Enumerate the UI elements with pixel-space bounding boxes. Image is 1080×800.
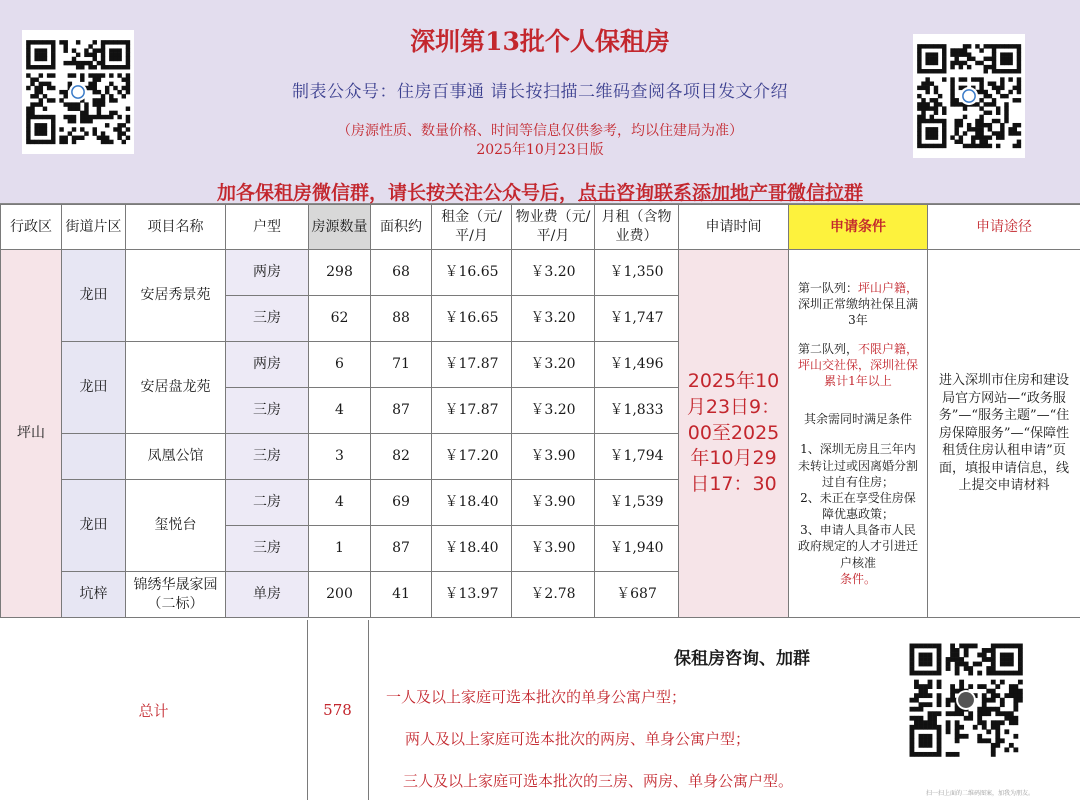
col-header-fee: 物业费（元/平/月 [512, 205, 595, 250]
fee-cell: ￥3.90 [512, 434, 595, 480]
queue-2-text: 第二队列，不限户籍，坪山交社保，深圳社保累计1年以上 [797, 341, 919, 388]
street-cell: 龙田 [62, 480, 126, 572]
street-cell: 坑梓 [62, 572, 126, 618]
count-cell: 62 [309, 296, 371, 342]
area-cell: 68 [371, 250, 432, 296]
rent-cell: ￥16.65 [432, 250, 512, 296]
total-value: 578 [307, 620, 369, 800]
summary-section [0, 620, 1080, 800]
project-cell: 安居盘龙苑 [126, 342, 226, 434]
col-header-apply-path: 申请途径 [928, 205, 1080, 250]
project-cell: 玺悦台 [126, 480, 226, 572]
count-cell: 298 [309, 250, 371, 296]
total-label: 总计 [0, 620, 308, 800]
type-cell: 三房 [226, 526, 309, 572]
monthly-cell: ￥1,794 [595, 434, 679, 480]
apply-path-cell: 进入深圳市住房和建设局官方网站—“政务服务”—“服务主题”—“住房保障服务”—“保障性租赁住房认租申请”页面，填报申请信息，线上提交申请材料 [928, 250, 1080, 618]
count-cell: 4 [309, 388, 371, 434]
fee-cell: ￥3.20 [512, 388, 595, 434]
queue-1-text: 第一队列：坪山户籍，深圳正常缴纳社保且满3年 [797, 281, 919, 328]
monthly-cell: ￥1,940 [595, 526, 679, 572]
monthly-cell: ￥687 [595, 572, 679, 618]
col-header-rent: 租金（元/平/月 [432, 205, 512, 250]
condition-1: 1、深圳无房且三年内未转让过或因离婚分割过自有住房； [797, 442, 918, 489]
table-row [1, 250, 1080, 296]
street-cell: 龙田 [62, 342, 126, 434]
monthly-cell: ￥1,833 [595, 388, 679, 434]
area-cell: 87 [371, 526, 432, 572]
area-cell: 88 [371, 296, 432, 342]
housing-table [0, 204, 1080, 618]
type-cell: 三房 [226, 296, 309, 342]
fee-cell: ￥3.90 [512, 526, 595, 572]
project-cell: 安居秀景苑 [126, 250, 226, 342]
apply-time-cell: 2025年10月23日9：00至2025年10月29日17：30 [679, 250, 789, 618]
col-header-project: 项目名称 [126, 205, 226, 250]
rent-cell: ￥18.40 [432, 526, 512, 572]
header [0, 0, 1080, 204]
count-cell: 6 [309, 342, 371, 388]
area-cell: 69 [371, 480, 432, 526]
fee-cell: ￥3.90 [512, 480, 595, 526]
qr-code-right[interactable] [913, 34, 1025, 158]
type-cell: 二房 [226, 480, 309, 526]
rent-cell: ￥17.87 [432, 388, 512, 434]
count-cell: 1 [309, 526, 371, 572]
type-cell: 三房 [226, 434, 309, 480]
type-cell: 两房 [226, 342, 309, 388]
type-cell: 三房 [226, 388, 309, 434]
monthly-cell: ￥1,539 [595, 480, 679, 526]
fee-cell: ￥2.78 [512, 572, 595, 618]
conditions-cell [789, 250, 928, 618]
eligibility-rule-3: 三人及以上家庭可选本批次的三房、两房、单身公寓户型。 [403, 772, 794, 790]
col-header-district: 行政区 [1, 205, 62, 250]
monthly-cell: ￥1,496 [595, 342, 679, 388]
rent-cell: ￥17.20 [432, 434, 512, 480]
consult-title: 保租房咨询、加群 [674, 649, 810, 669]
condition-3: 3、申请人具备市人民政府规定的人才引进迁户核准 条件。 [797, 523, 918, 586]
fee-cell: ￥3.20 [512, 342, 595, 388]
type-cell: 单房 [226, 572, 309, 618]
edition-date: 2025年10月23日版 [476, 142, 604, 158]
eligibility-rule-1: 一人及以上家庭可选本批次的单身公寓户型； [386, 688, 687, 706]
rent-cell: ￥18.40 [432, 480, 512, 526]
col-header-monthly: 月租（含物业费） [595, 205, 679, 250]
project-cell: 凤凰公馆 [126, 434, 226, 480]
col-header-count: 房源数量 [309, 205, 371, 250]
monthly-cell: ￥1,747 [595, 296, 679, 342]
monthly-cell: ￥1,350 [595, 250, 679, 296]
district-cell: 坪山 [1, 250, 62, 618]
table-header-row [1, 205, 1080, 250]
common-conditions-heading: 其余需同时满足条件 [803, 412, 912, 427]
type-cell: 两房 [226, 250, 309, 296]
qr-footnote: 扫一扫上面的二维码图案，加我为朋友。 [926, 790, 1035, 797]
rent-cell: ￥13.97 [432, 572, 512, 618]
area-cell: 87 [371, 388, 432, 434]
project-cell: 锦绣华晟家园（二标） [126, 572, 226, 618]
banner-text: 加各保租房微信群，请长按关注公众号后， [216, 182, 578, 204]
area-cell: 41 [371, 572, 432, 618]
count-cell: 200 [309, 572, 371, 618]
condition-2: 2、未正在享受住房保障优惠政策； [800, 490, 916, 522]
wechat-qr-code[interactable] [898, 634, 1034, 766]
fee-cell: ￥3.20 [512, 250, 595, 296]
street-cell [62, 434, 126, 480]
disclaimer-note: （房源性质、数量价格、时间等信息仅供参考，均以住建局为准） [337, 123, 743, 139]
join-group-banner [0, 178, 1080, 205]
street-cell: 龙田 [62, 250, 126, 342]
area-cell: 82 [371, 434, 432, 480]
rent-cell: ￥17.87 [432, 342, 512, 388]
col-header-conditions: 申请条件 [789, 205, 928, 250]
eligibility-rule-2: 两人及以上家庭可选本批次的两房、单身公寓户型； [405, 730, 751, 748]
consult-link[interactable]: 点击咨询联系添加地产哥微信拉群 [578, 182, 864, 204]
col-header-street: 街道片区 [62, 205, 126, 250]
page-title: 深圳第13批个人保租房 [410, 27, 670, 56]
rent-cell: ￥16.65 [432, 296, 512, 342]
col-header-type: 户型 [226, 205, 309, 250]
col-header-apply-time: 申请时间 [679, 205, 789, 250]
fee-cell: ￥3.20 [512, 296, 595, 342]
count-cell: 4 [309, 480, 371, 526]
count-cell: 3 [309, 434, 371, 480]
col-header-area: 面积约 [371, 205, 432, 250]
page-subtitle: 制表公众号：住房百事通 请长按扫描二维码查阅各项目发文介绍 [292, 82, 788, 102]
area-cell: 71 [371, 342, 432, 388]
